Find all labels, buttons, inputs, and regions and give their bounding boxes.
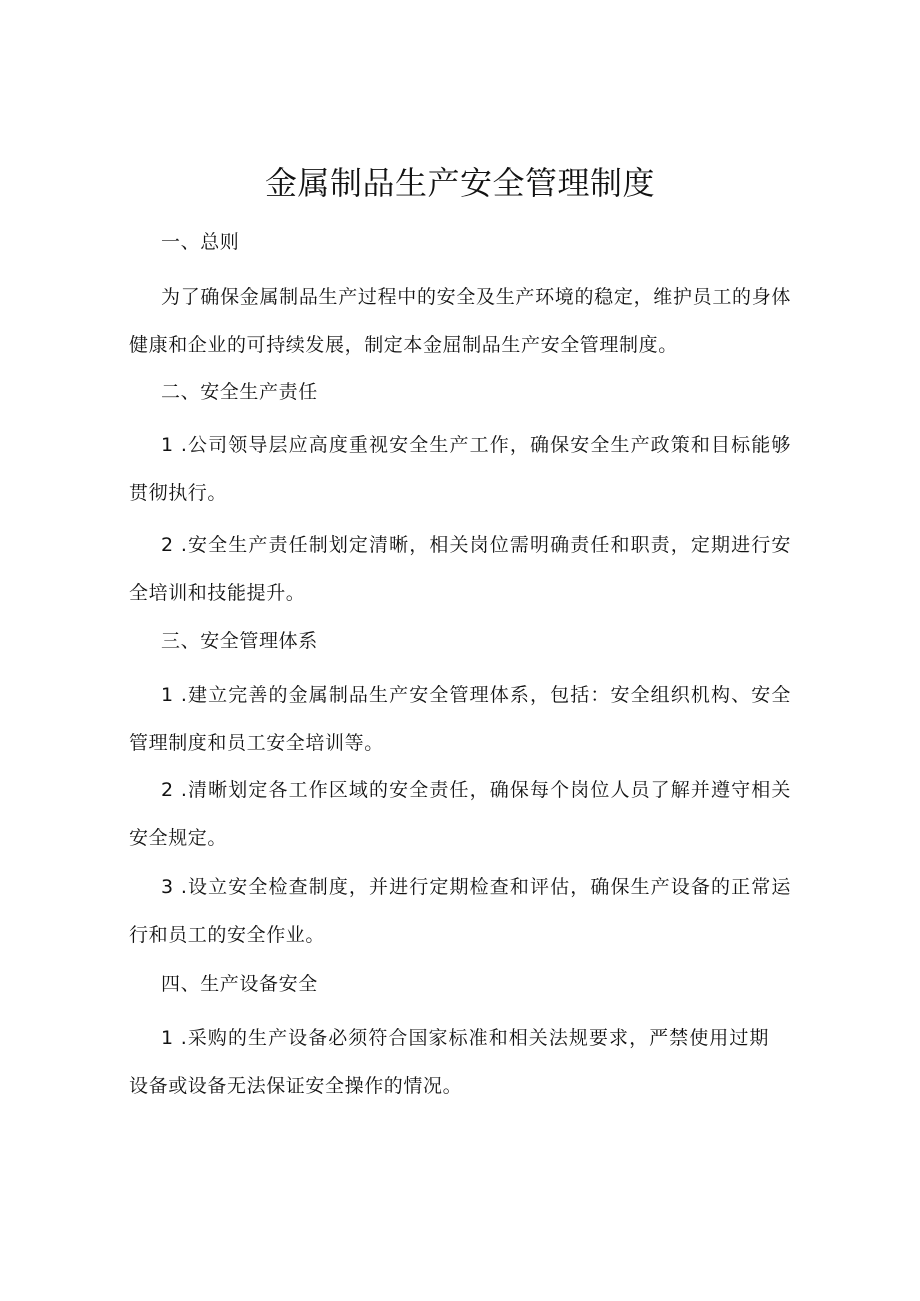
paragraph-general-purpose: 为了确保金属制品生产过程中的安全及生产环境的稳定，维护员工的身体健康和企业的可持续发展，制定本金屈制品生产安全管理制度。 [129,286,791,356]
section-heading-management-system: 三、安全管理体系 [161,630,318,652]
section-heading-general: 一、总则 [161,231,240,253]
paragraph-management-3: 3 .设立安全检查制度，并进行定期检查和评估，确保生产设备的正常运行和员工的安全作业。 [129,876,791,946]
paragraph-responsibility-2: 2 .安全生产责任制划定清晰，相关岗位需明确责任和职责，定期进行安全培训和技能提升。 [129,534,791,604]
section-heading-responsibility: 二、安全生产责任 [161,381,318,403]
paragraph-management-2: 2 .清晰划定各工作区域的安全责任，确保每个岗位人员了解并遵守相关安全规定。 [129,779,791,849]
document-title: 金属制品生产安全管理制度 [264,164,655,202]
paragraph-management-1: 1 .建立完善的金属制品生产安全管理体系，包括：安全组织机构、安全管理制度和员工安全培训等。 [129,684,791,754]
section-heading-equipment: 四、生产设备安全 [161,973,318,995]
paragraph-responsibility-1: 1 .公司领导层应高度重视安全生产工作，确保安全生产政策和目标能够贯彻执行。 [129,434,791,504]
paragraph-equipment-1: 1 .采购的生产设备必须符合国家标准和相关法规要求，严禁使用过期设备或设备无法保证安全操作的情况。 [129,1027,769,1097]
